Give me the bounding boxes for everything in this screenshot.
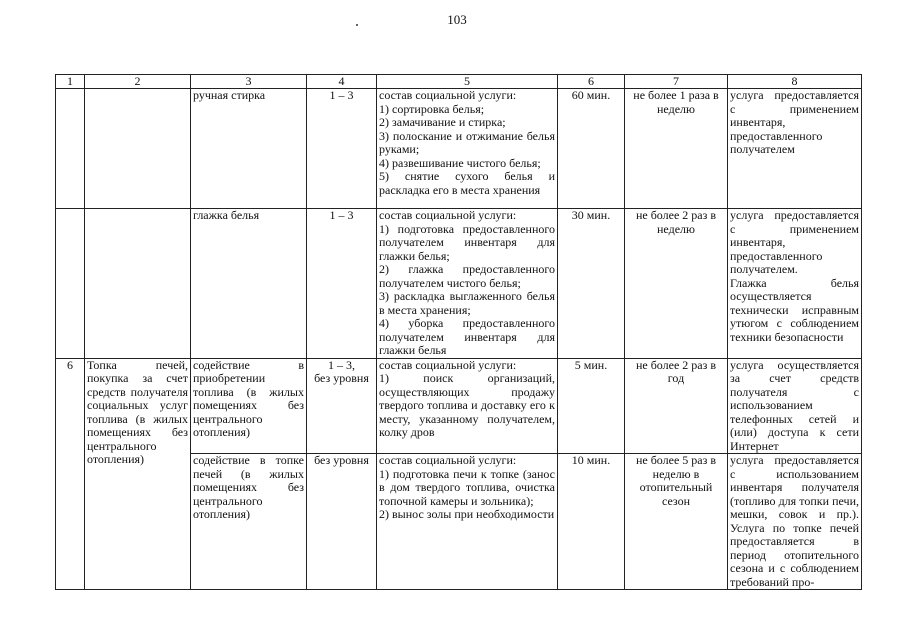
page-number: 103 (447, 12, 467, 27)
column-number: 8 (728, 75, 862, 89)
conditions-cell: услуга осуществляется за счет средств получателя с использованием телефонных сетей и (или) доступа к сети Интернет (728, 358, 862, 454)
service-name-cell: ручная стирка (191, 89, 307, 209)
time-cell: 30 мин. (558, 209, 625, 359)
service-name-cell: глажка белья (191, 209, 307, 359)
service-content-cell: состав социальной услуги: 1) подготовка предоставленного получателем инвентаря для глажки белья; 2) глажка предоставленного получателем чистого белья; 3) раскладка выглаженного белья в места хранения; 4) уборка предоставленного получателем инвентаря для глажки белья (377, 209, 558, 359)
group-number-cell (56, 209, 85, 359)
group-number-cell: 6 (56, 358, 85, 590)
time-cell: 10 мин. (558, 454, 625, 590)
service-content-cell: состав социальной услуги: 1) подготовка печи к топке (занос в дом твердого топлива, очистка топочной камеры и зольника); 2) вынос золы при необходимости (377, 454, 558, 590)
group-number-cell (56, 89, 85, 209)
table-row (56, 358, 862, 454)
table-row (56, 209, 862, 359)
conditions-cell: услуга предоставляется с применением инвентаря, предоставленного получателем (728, 89, 862, 209)
frequency-cell: не более 1 раза в неделю (625, 89, 728, 209)
frequency-cell: не более 2 раз в неделю (625, 209, 728, 359)
group-title-cell (85, 209, 191, 359)
column-number: 4 (307, 75, 377, 89)
column-number: 3 (191, 75, 307, 89)
column-number-row (56, 75, 862, 89)
group-title-cell (85, 89, 191, 209)
stray-dot (356, 24, 358, 26)
time-cell: 60 мин. (558, 89, 625, 209)
amount-cell: без уровня (307, 454, 377, 590)
amount-cell: 1 – 3 (307, 209, 377, 359)
conditions-cell: услуга предоставляется с применением инвентаря, предоставленного получателем. Глажка белья осуществляется технически исправным утюгом с соблюдением техники безопасности (728, 209, 862, 359)
service-name-cell: содействие в топке печей (в жилых помещениях без центрального отопления) (191, 454, 307, 590)
service-content-cell: состав социальной услуги: 1) сортировка белья; 2) замачивание и стирка; 3) полоскание и отжимание белья руками; 4) развешивание чистого белья; 5) снятие сухого белья и раскладка его в места хранения (377, 89, 558, 209)
service-content-cell: состав социальной услуги: 1) поиск организаций, осуществляющих продажу твердого топлива и доставку его к месту, указанному получателем, колку дров (377, 358, 558, 454)
group-title-cell: Топка печей, покупка за счет средств получателя социальных услуг топлива (в жилых помещениях без центрального отопления) (85, 358, 191, 590)
amount-cell: 1 – 3, без уровня (307, 358, 377, 454)
column-number: 1 (56, 75, 85, 89)
services-table (55, 74, 862, 590)
service-name-cell: содействие в приобретении топлива (в жилых помещениях без центрального отопления) (191, 358, 307, 454)
frequency-cell: не более 5 раз в неделю в отопительный сезон (625, 454, 728, 590)
conditions-cell: услуга предоставляется с использованием инвентаря получателя (топливо для топки печи, мешки, совок и пр.). Услуга по топке печей предоставляется в период отопительного сезона и с соблюдением требований про- (728, 454, 862, 590)
column-number: 2 (85, 75, 191, 89)
time-cell: 5 мин. (558, 358, 625, 454)
column-number: 6 (558, 75, 625, 89)
column-number: 5 (377, 75, 558, 89)
frequency-cell: не более 2 раз в год (625, 358, 728, 454)
column-number: 7 (625, 75, 728, 89)
table-row (56, 89, 862, 209)
amount-cell: 1 – 3 (307, 89, 377, 209)
